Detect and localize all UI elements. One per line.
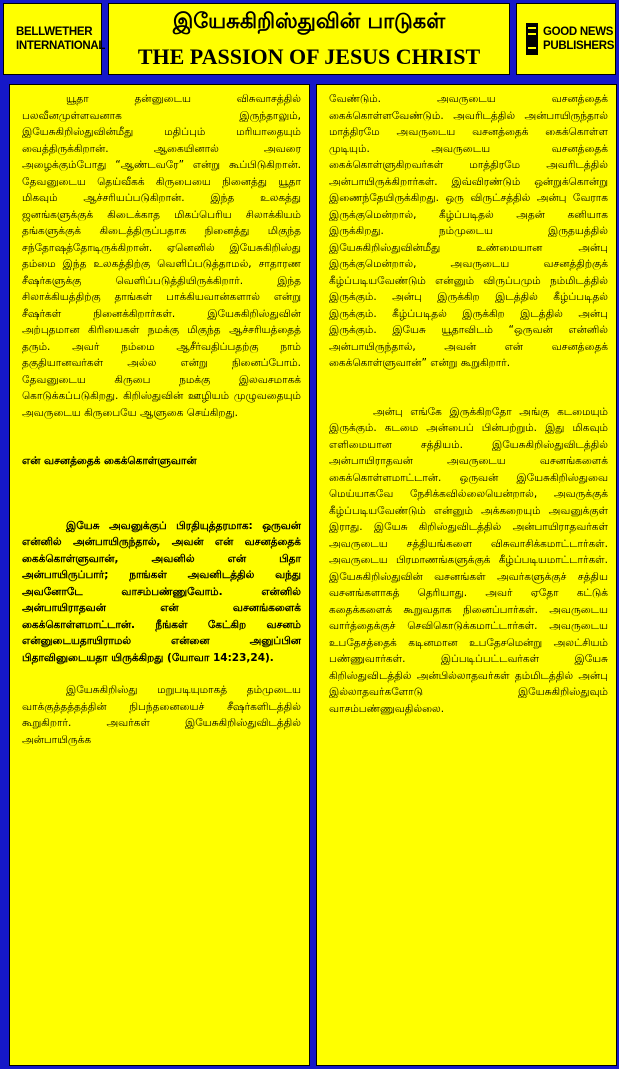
- body-paragraph: அன்பு எங்கே இருக்கிறதோ அங்கு கடமையும் இருக்கும். கடமை அன்பைப் பின்பற்றும். இது மிகவும் எளிமையான சத்தியம். இயேசுகிறிஸ்துவிடத்தில் அன்பாயிராதவன் அவருடைய வசனங்களைக் கைக்கொள்ளமாட்டான். ஒருவன் இயேசுகிறிஸ்துவை மெய்யாகவே நேசிக்கவில்லையென்றால், அவருக்குக் கீழ்ப்படியவேண்டும் என்னும் அக்கறையும் அவனுக்குள் இராது. இயேசு கிறிஸ்துவிடத்தில் அன்பாயிராதவர்கள் அவருடைய சத்தியங்களை விசுவாசிக்கமாட்டார்கள். அவருடைய பிரமாணங்களுக்குக் கீழ்ப்படியமாட்டார்கள். இயேசுகிறிஸ்துவின் வசனங்கள் அவர்களுக்குச் சத்திய வசனங்களாகத் தெரியாது. அவர் ஏதோ கட்டுக் கதைக்களைக் கூறுவதாக நினைப்பார்கள். அவருடைய வார்த்தைக்குச் செவிகொடுக்கமாட்டார்கள். அவருடைய உபதேசத்தைக் கடினமான உபதேசமென்று அலட்சியம் பண்ணுவார்கள். இப்படிப்பட்டவர்கள் இயேசு கிறிஸ்துவிடத்தில் அன்பில்லாதவர்கள் தம்மிடத்தில் அன்பு இல்லாதவர்களோடு இயேசுகிறிஸ்துவும் வாசம்பண்ணுவதில்லை.: [329, 405, 608, 715]
- section-heading: என் வசனத்தைக் கைக்கொள்ளுவான்: [22, 455, 197, 467]
- body-paragraph: வேண்டும். அவருடைய வசனத்தைக் கைக்கொள்ளவேண்டும். அவரிடத்தில் அன்பாயிருந்தால் மாத்திரமே அவருடைய வசனத்தைக் கைக்கொள்ள முடியும். அவருடைய வசனத்தைக் கைக்கொள்ளுகிறவர்கள் மாத்திரமே அவரிடத்தில் அன்பாயிருக்கிறார்கள். இவ்விரண்டும் ஒன்றுக்கொன்று இணைந்தேயிருக்கிறது. ஒரு விருட்சத்தில் அன்பு வேராக இருக்குமென்றால், கீழ்ப்படிதல் அதன் கனியாக இருக்கிறது. நம்முடைய இருதயத்தில் இயேசுகிறிஸ்துவின்மீது உண்மையான அன்பு இருக்குமென்றால், அவருடைய வசனத்திற்குக் கீழ்ப்படியவேண்டும் என்னும் விருப்பமும் நம்மிடத்தில் இருக்கும். அன்பு இருக்கிற இடத்தில் கீழ்ப்படிதல் இருக்கும். கீழ்ப்படிதல் இருக்கிற இடத்தில் அன்பு இருக்கும். இயேசு யூதாவிடம் “ஒருவன் என்னில் அன்பாயிருந்தால், அவன் என் வசனத்தைக் கைக்கொள்ளுவான்” என்று கூறுகிறார்.: [329, 93, 608, 369]
- body-paragraph: இயேசுகிறிஸ்து மறுபடியுமாகத் தம்முடைய வாக்குத்தத்தத்தின் நிபந்தனையைச் சீஷர்களிடத்தில் கூறுகிறார். அவர்கள் இயேசுகிறிஸ்துவிடத்தில் அன்பாயிருக்க: [22, 684, 301, 746]
- right-logo-line1: GOOD NEWS: [543, 26, 614, 38]
- left-logo-line2: INTERNATIONAL: [16, 40, 106, 52]
- right-column: [316, 84, 617, 1066]
- right-logo-line2: PUBLISHERS: [543, 40, 615, 52]
- scripture-quote: இயேசு அவனுக்குப் பிரதியுத்தரமாக: ஒருவன் என்னில் அன்பாயிருந்தால், அவன் என் வசனத்தைக் கைக்கொள்ளுவான், அவனில் என் பிதா அன்பாயிருப்பார்; நாங்கள் அவனிடத்தில் வந்து அவனோடே வாசம்பண்ணுவோம். என்னில் அன்பாயிராதவன் என் வசனங்களைக் கைக்கொள்ளமாட்டான். நீங்கள் கேட்கிற வசனம் என்னுடையதாயிராமல் என்னை அனுப்பின பிதாவினுடையதா யிருக்கிறது (யோவா 14:23,24).: [22, 519, 301, 664]
- title-tamil: இயேசுகிறிஸ்துவின் பாடுகள்: [172, 9, 446, 33]
- left-logo-line1: BELLWETHER: [16, 26, 93, 38]
- book-icon: [525, 21, 539, 57]
- bellwether-logo: [3, 3, 106, 75]
- left-column: [9, 84, 310, 1066]
- good-news-logo: [516, 3, 616, 75]
- title-banner: [108, 3, 510, 75]
- body-paragraph: யூதா தன்னுடைய விசுவாசத்தில் பலவீனமுள்ளவனாக இருந்தாலும், இயேசுகிறிஸ்துவின்மீது மதிப்பும் மரியாதையும் வைத்திருக்கிறான். ஆகையினால் அவரை அழைக்கும்போது “ஆண்டவரே” என்று கூப்பிடுகிறான். தேவனுடைய தெய்வீகக் கிருபையை நினைத்து யூதா மிகவும் ஆச்சரியப்படுகிறான். இந்த உலகத்து ஜனங்களுக்குக் கிடைக்காத மிகப்பெரிய சிலாக்கியம் தங்களுக்குக் கிடைத்திருப்பதாக நினைத்து மிகுந்த சந்தோஷத்தோடிருக்கிறான். ஏனெனில் இயேசுகிறிஸ்து தம்மை இந்த உலகத்திற்கு வெளிப்படுத்தாமல், சாதாரண சீஷர்களுக்கு வெளிப்படுத்தியிருக்கிறார். இந்த சிலாக்கியத்திற்கு தாங்கள் பாக்கியவான்களால் என்று சீஷர்கள் நினைக்கிறார்கள். இயேசுகிறிஸ்துவின் அற்புதமான கிரியைகள் நமக்கு மிகுந்த ஆச்சரியத்தைத் தரும். அவர் நம்மை ஆசீர்வதிப்பதற்கு நாம் தகுதியானவர்கள் அல்ல என்று நினைப்போம். தேவனுடைய கிருபை நமக்கு இலவசமாகக் கொடுக்கப்படுகிறது. கிறிஸ்துவின் ஊழியம் முழுவதையும் அவருடைய கிருபையே ஆளுகை செய்கிறது.: [22, 93, 301, 419]
- title-english: THE PASSION OF JESUS CHRIST: [137, 44, 481, 69]
